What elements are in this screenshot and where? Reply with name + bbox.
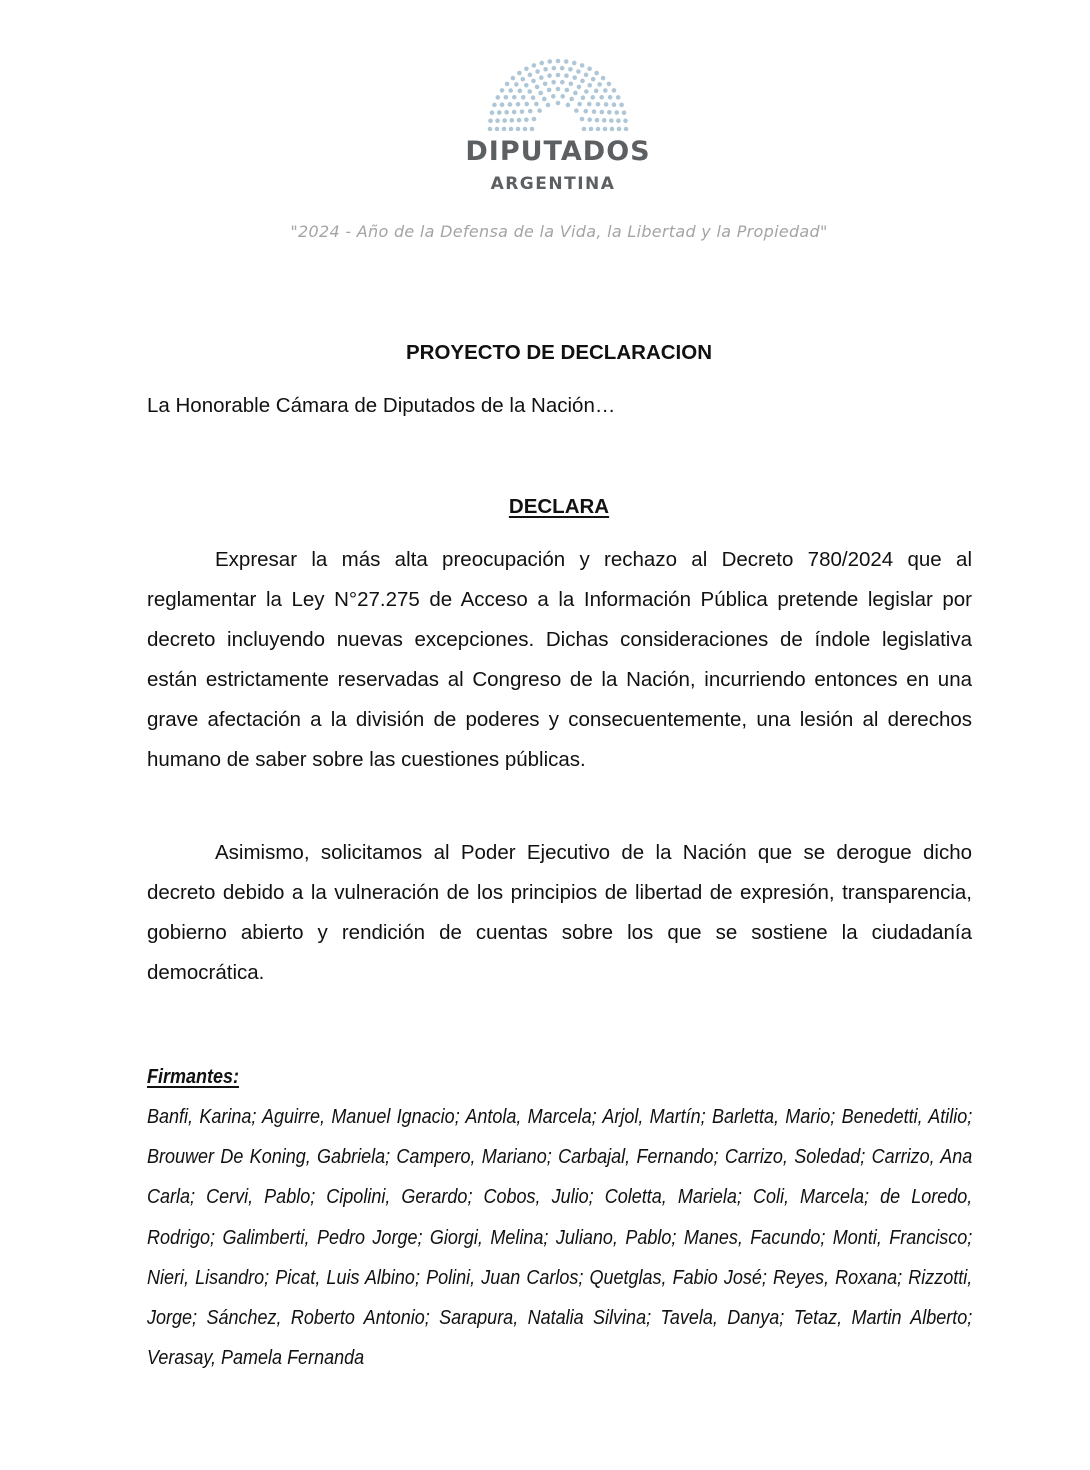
seat-dot bbox=[612, 102, 617, 107]
seat-dot bbox=[490, 110, 495, 115]
seat-dot bbox=[531, 79, 536, 84]
seat-dot bbox=[587, 83, 592, 88]
seat-dot bbox=[619, 103, 624, 108]
seat-dot bbox=[512, 110, 517, 115]
seat-dot bbox=[548, 59, 553, 64]
seat-dot bbox=[530, 127, 535, 131]
seat-dot bbox=[564, 73, 569, 78]
seat-dot bbox=[581, 95, 586, 100]
seat-dot bbox=[551, 80, 556, 85]
seat-dot bbox=[603, 127, 608, 131]
seat-dot bbox=[574, 108, 579, 113]
seat-dot bbox=[495, 118, 500, 123]
seat-dot bbox=[535, 69, 540, 74]
seat-dot bbox=[510, 118, 515, 123]
diputados-logo bbox=[420, 50, 696, 196]
seat-dot bbox=[595, 118, 600, 123]
seat-dot bbox=[542, 97, 547, 102]
seat-dot bbox=[535, 85, 540, 90]
seat-dot bbox=[580, 79, 585, 84]
seat-dot bbox=[500, 102, 505, 107]
chamber-seats-icon bbox=[486, 55, 630, 131]
seat-dot bbox=[539, 75, 544, 80]
document-title: PROYECTO DE DECLARACION bbox=[405, 341, 712, 364]
seat-dot bbox=[504, 95, 509, 100]
section-heading: DECLARA bbox=[508, 495, 610, 518]
seat-dot bbox=[583, 109, 588, 114]
seat-dot bbox=[538, 91, 543, 96]
seat-dot bbox=[569, 81, 574, 86]
seat-dot bbox=[584, 89, 589, 94]
seat-dot bbox=[547, 88, 552, 93]
seat-dot bbox=[492, 103, 497, 108]
seat-dot bbox=[556, 59, 561, 64]
seat-dot bbox=[560, 94, 565, 99]
paragraph-2: Asimismo, solicitamos al Poder Ejecutivo de la Nación que se derogue dicho decreto debido a la vulneración de los principios de libertad de expresión, transparencia, gobierno abierto y rendición de cuentas sobre los que se sostiene la ciudadanía democrática. bbox=[147, 841, 972, 984]
seat-dot bbox=[543, 81, 548, 86]
seat-dot bbox=[594, 71, 599, 76]
seat-dot bbox=[624, 127, 629, 131]
seat-dot bbox=[521, 95, 526, 100]
seat-dot bbox=[512, 95, 517, 100]
seat-dot bbox=[582, 127, 587, 131]
seat-dot bbox=[580, 63, 585, 68]
seat-dot bbox=[602, 118, 607, 123]
seat-dot bbox=[520, 109, 525, 114]
seat-dot bbox=[518, 89, 523, 94]
seat-dot bbox=[505, 82, 510, 87]
seat-dot bbox=[566, 103, 571, 108]
seat-dot bbox=[547, 73, 552, 78]
seat-dot bbox=[616, 118, 621, 123]
seat-dot bbox=[523, 127, 528, 131]
seat-dot bbox=[608, 95, 613, 100]
seat-dot bbox=[527, 89, 532, 94]
seat-dot bbox=[502, 118, 507, 123]
seat-dot bbox=[509, 127, 514, 131]
seat-dot bbox=[607, 82, 612, 87]
seat-dot bbox=[504, 110, 509, 115]
signers-list: Banfi, Karina; Aguirre, Manuel Ignacio; Antola, Marcela; Arjol, Martín; Barletta, Mario; Benedetti, Atilio; Brouwer De Koning, Gabriela; Campero, Mariano; Carbajal, Fernando; Carrizo, Soledad; Carrizo, Ana Carla; Cervi, Pablo; Cipolini, Gerardo; Cobos, Julio; Coletta, Mariela; Coli, Marcela; de Loredo, Rodrigo; Galimberti, Pedro Jorge; Giorgi, Melina; Juliano, Pablo; Manes, Facundo; Monti, Francisco; Nieri, Lisandro; Picat, Luis Albino; Polini, Juan Carlos; Quetglas, Fabio José; Reyes, Roxana; Rizzotti, Jorge; Sánchez, Roberto Antonio; Sarapura, Natalia Silvina; Tavela, Danya; Tetaz, Martin Alberto; Verasay, Pamela Fernanda bbox=[147, 1106, 973, 1370]
seat-dot bbox=[531, 95, 536, 100]
seat-dot bbox=[556, 73, 561, 78]
seat-dot bbox=[524, 102, 529, 107]
seat-dot bbox=[532, 63, 537, 68]
seat-dot bbox=[597, 82, 602, 87]
seat-dot bbox=[573, 91, 578, 96]
seat-dot bbox=[577, 85, 582, 90]
seat-dot bbox=[560, 66, 565, 71]
seat-dot bbox=[614, 110, 619, 115]
seat-dot bbox=[508, 88, 513, 93]
seat-dot bbox=[591, 77, 596, 82]
seat-dot bbox=[587, 102, 592, 107]
seat-dot bbox=[584, 73, 589, 78]
logo-title: DIPUTADOS bbox=[465, 136, 651, 167]
seat-dot bbox=[623, 119, 628, 124]
seat-dot bbox=[604, 102, 609, 107]
seat-dot bbox=[564, 59, 569, 64]
seat-dot bbox=[587, 66, 592, 71]
seat-dot bbox=[599, 95, 604, 100]
logo-subtitle: ARGENTINA bbox=[490, 174, 616, 194]
seat-dot bbox=[568, 67, 573, 72]
signers-label: Firmantes: bbox=[147, 1066, 240, 1088]
seat-dot bbox=[612, 88, 617, 93]
seat-dot bbox=[537, 108, 542, 113]
seat-dot bbox=[495, 127, 500, 131]
seat-dot bbox=[572, 61, 577, 66]
seat-dot bbox=[551, 94, 556, 99]
seat-dot bbox=[592, 109, 597, 114]
seat-dot bbox=[517, 71, 522, 76]
seat-dot bbox=[543, 67, 548, 72]
seat-dot bbox=[577, 102, 582, 107]
seat-dot bbox=[616, 95, 621, 100]
seat-dot bbox=[546, 103, 551, 108]
seat-dot bbox=[603, 88, 608, 93]
seat-dot bbox=[556, 101, 561, 106]
seat-dot bbox=[610, 127, 615, 131]
seat-dot bbox=[497, 110, 502, 115]
seat-dot bbox=[488, 127, 493, 131]
seat-dot bbox=[622, 110, 627, 115]
year-motto: "2024 - Año de la Defensa de la Vida, la Libertad y la Propiedad" bbox=[290, 222, 828, 241]
seat-dot bbox=[534, 102, 539, 107]
seat-dot bbox=[607, 110, 612, 115]
seat-dot bbox=[589, 127, 594, 131]
seat-dot bbox=[590, 95, 595, 100]
paragraph-1: Expresar la más alta preocupación y rechazo al Decreto 780/2024 que al reglamentar la Ley N°27.275 de Acceso a la Información Pública pretende legislar por decreto incluyendo nuevas excepciones. Dichas consideraciones de índole legislativa están estrictamente reservadas al Congreso de la Nación, incurriendo entonces en una grave afectación a la división de poderes y consecuentemente, una lesión al derechos humano de saber sobre las cuestiones públicas. bbox=[147, 548, 972, 771]
seat-dot bbox=[524, 117, 529, 122]
seat-dot bbox=[516, 127, 521, 131]
seat-dot bbox=[524, 66, 529, 71]
seat-dot bbox=[516, 102, 521, 107]
seat-dot bbox=[508, 102, 513, 107]
seat-dot bbox=[528, 73, 533, 78]
seat-dot bbox=[572, 75, 577, 80]
seat-dot bbox=[580, 117, 585, 122]
seat-dot bbox=[511, 76, 516, 81]
seat-dot bbox=[524, 83, 529, 88]
seat-dot bbox=[617, 127, 622, 131]
seat-dot bbox=[560, 80, 565, 85]
seat-dot bbox=[488, 119, 493, 124]
intro-line: La Honorable Cámara de Diputados de la Nación… bbox=[147, 394, 616, 417]
seat-dot bbox=[528, 109, 533, 114]
seat-dot bbox=[576, 69, 581, 74]
seat-dot bbox=[600, 110, 605, 115]
seat-dot bbox=[495, 95, 500, 100]
seat-dot bbox=[521, 77, 526, 82]
seat-dot bbox=[596, 102, 601, 107]
seat-dot bbox=[569, 97, 574, 102]
seat-dot bbox=[587, 117, 592, 122]
seat-dot bbox=[565, 88, 570, 93]
seat-dot bbox=[552, 66, 557, 71]
seat-dot bbox=[594, 89, 599, 94]
seat-dot bbox=[596, 127, 601, 131]
seat-dot bbox=[500, 88, 505, 93]
seat-dot bbox=[609, 118, 614, 123]
seat-dot bbox=[539, 61, 544, 66]
seat-dot bbox=[514, 82, 519, 87]
seat-dot bbox=[601, 76, 606, 81]
seat-dot bbox=[502, 127, 507, 131]
seat-dot bbox=[556, 87, 561, 92]
seat-dot bbox=[517, 118, 522, 123]
seat-dot bbox=[532, 117, 537, 122]
